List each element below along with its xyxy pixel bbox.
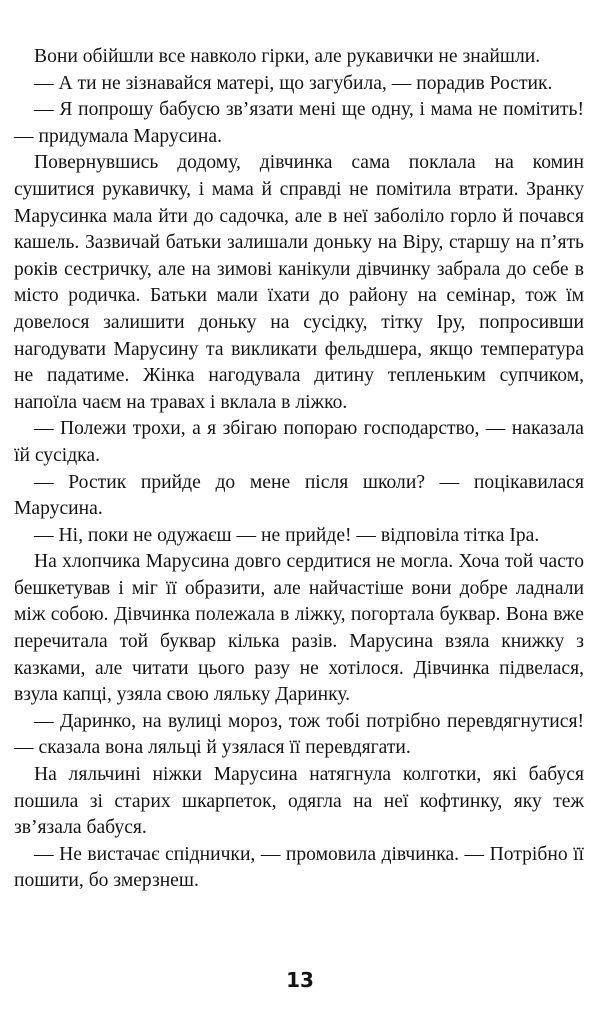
paragraph: На ляльчині ніжки Марусина натягнула колготки, які бабуся пошила зі старих шкарпеток, одягла на неї кофтинку, яку теж зв’язала бабуся. — [14, 764, 584, 839]
body-text — [14, 44, 584, 895]
paragraph: — А ти не зізнавайся матері, що загубила, — порадив Ростик. — [34, 72, 553, 94]
paragraph: — Даринко, на вулиці мороз, тож тобі потрібно перевдягнутися! — сказала вона ляльці й узялася її перевдягати. — [14, 710, 584, 759]
paragraph: Вони обійшли все навколо гірки, але рукавички не знайшли. — [34, 46, 541, 67]
paragraph: Повернувшись додому, дівчинка сама поклала на комин сушитися рукавичку, і мама й справді не помітила втрати. Зранку Марусинка мала йти до садочка, але в неї заболіло горло й почався кашель. Зазвичай батьки залишали доньку на Віру, старшу на п’ять років сестричку, але на зимові канікули дівчинку забрала до себе в місто родичка. Батьки мали їхати до району на семінар, тож їм довелося залишити доньку на сусідку, тітку Іру, попросивши нагодувати Марусину та викликати фельдшера, якщо температура не падатиме. Жінка нагодувала дитину тепленьким супчиком, напоїла чаєм на травах і вклала в ліжко. — [14, 152, 584, 413]
paragraph: — Не вистачає спіднички, — промовила дівчинка. — Потрібно її пошити, бо змерзнеш. — [14, 843, 584, 892]
paragraph: — Ні, поки не одужаєш — не прийде! — відповіла тітка Іра. — [34, 524, 540, 546]
paragraph: На хлопчика Марусина довго сердитися не могла. Хоча той часто бешкетував і міг її образити, але найчастіше вони добре ладнали між собою. Дівчинка полежала в ліжку, погортала буквар. Вона вже перечитала той буквар кілька разів. Марусина взяла книжку з казками, але читати цього разу не хотілося. Дівчинка підвелася, взула капці, узяла свою ляльку Даринку. — [14, 551, 584, 706]
paragraph: — Ростик прийде до мене після школи? — поцікавилася Марусина. — [14, 471, 584, 520]
page-number: 13 — [286, 968, 314, 992]
paragraph: — Полежи трохи, а я збігаю попораю господарство, — наказала їй сусідка. — [14, 418, 584, 466]
paragraph: — Я попрошу бабусю зв’язати мені ще одну, і мама не помітить! — придумала Марусина. — [14, 99, 584, 147]
